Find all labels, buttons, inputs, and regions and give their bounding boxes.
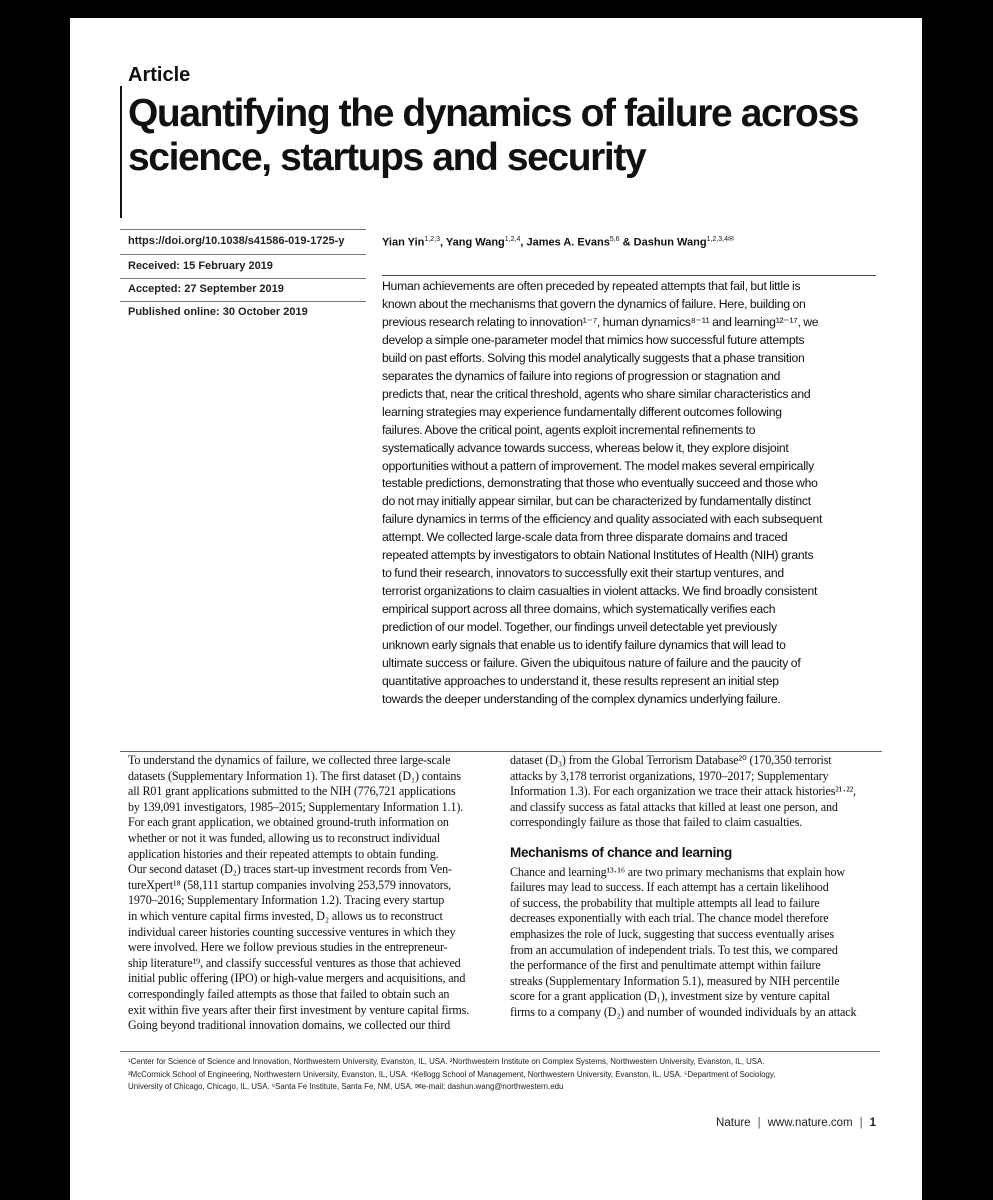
body-text-line: exit within five years after their first investment by venture capital firms.	[128, 1002, 470, 1017]
body-text-line: Going beyond traditional innovation domains, we collected our third	[128, 1018, 451, 1033]
title-line: Quantifying the dynamics of failure across	[128, 92, 859, 135]
abstract-line: build on past efforts. Solving this model analytically suggests that a phase transition	[382, 350, 805, 365]
body-column-left	[128, 753, 500, 1034]
abstract-line: quantitative approaches to understand it, these results represent an initial step	[382, 673, 779, 688]
author-affiliation: 1,2,4	[504, 236, 521, 243]
abstract-line: ultimate success or failure. Given the ubiquitous nature of failure and the paucity of	[382, 656, 801, 671]
abstract-line: learning strategies may experience fundamentally different outcomes following	[382, 404, 782, 419]
meta-divider	[120, 301, 366, 302]
abstract-line: attempt. We collected large-scale data from three disparate domains and traced	[382, 530, 788, 545]
body-text-line: initial public offering (IPO) or high-value mergers and acquisitions, and	[128, 971, 466, 986]
meta-divider	[120, 229, 366, 230]
page-footer: Nature | www.nature.com | 1	[716, 1117, 876, 1129]
body-text-line: from an accumulation of independent trials. To test this, we compared	[510, 942, 838, 957]
body-text-line: correspondingly failure as those that failed to claim casualties.	[510, 815, 803, 830]
footnote-line: University of Chicago, Chicago, IL, USA. ⁶Santa Fe Institute, Santa Fe, NM, USA. ✉e-mail: dashun.wang@northwestern.edu	[128, 1082, 564, 1091]
abstract-line: terrorist organizations to claim casualties in violent attacks. We find broadly consistent	[382, 584, 818, 599]
abstract-line: repeated attempts by investigators to obtain National Institutes of Health (NIH) grants	[382, 548, 814, 563]
footnote-line: ¹Center for Science of Science and Innovation, Northwestern University, Evanston, IL, USA. ²Northwestern Institute on Complex Systems, Northwestern University, Evanston, IL, USA.	[128, 1057, 765, 1066]
meta-divider	[120, 254, 366, 255]
article-title	[128, 92, 888, 180]
abstract-line: systematically advance towards success, whereas below it, they explore disjoint	[382, 440, 789, 455]
footnote-divider	[120, 1051, 880, 1052]
body-text-line: correspondingly failed attempts as those that failed to obtain such an	[128, 986, 450, 1001]
abstract-line: previous research relating to innovation¹⁻⁷, human dynamics⁸⁻¹¹ and learning¹²⁻¹⁷, we	[382, 314, 819, 329]
body-text-line: streaks (Supplementary Information 5.1), measured by NIH percentile	[510, 973, 840, 988]
affiliation-footnotes	[128, 1056, 888, 1094]
author-name[interactable]: Dashun Wang	[633, 236, 707, 249]
published-date: Published online: 30 October 2019	[128, 306, 308, 318]
body-text-line: Chance and learning¹³·¹⁶ are two primary mechanisms that explain how	[510, 864, 846, 879]
abstract-line: unknown early signals that enable us to identify failure dynamics that will lead to	[382, 638, 786, 653]
accepted-date: Accepted: 27 September 2019	[128, 283, 284, 295]
body-paragraph	[510, 865, 882, 1021]
author-name[interactable]: Yang Wang	[445, 236, 505, 249]
doi-link[interactable]: https://doi.org/10.1038/s41586-019-1725-y	[128, 235, 345, 247]
received-date: Received: 15 February 2019	[128, 260, 273, 272]
body-column-right	[510, 753, 882, 1021]
meta-divider	[120, 278, 366, 279]
body-text-line: For each grant application, we obtained ground-truth information on	[128, 815, 449, 830]
body-text-line: attacks by 3,178 terrorist organizations, 1970–2017; Supplementary	[510, 768, 829, 783]
body-text-line: datasets (Supplementary Information 1). The first dataset (D₁) contains	[128, 768, 461, 783]
body-text-line: all R01 grant applications submitted to the NIH (776,721 applications	[128, 784, 456, 799]
abstract-line: do not may initially appear similar, but can be characterized by fundamentally distinct	[382, 494, 811, 509]
footnote-line: ³McCormick School of Engineering, Northwestern University, Evanston, IL, USA. ⁴Kellogg School of Management, Northwestern University, Evanston, IL, USA. ⁵Department of Sociology,	[128, 1069, 776, 1079]
title-line: science, startups and security	[128, 136, 646, 179]
body-text-line: Information 1.3). For each organization we trace their attack histories²¹·²²,	[510, 784, 856, 799]
body-text-line: the performance of the first and penultimate attempt within failure	[510, 958, 821, 973]
journal-website-link[interactable]: www.nature.com	[767, 1117, 853, 1129]
abstract-line: known about the mechanisms that govern the dynamics of failure. Here, building on	[382, 296, 806, 311]
body-text-line: tureXpert¹⁸ (58,111 startup companies involving 253,579 innovators,	[128, 877, 452, 892]
body-text-line: To understand the dynamics of failure, we collected three large-scale	[128, 753, 451, 767]
abstract-line: Human achievements are often preceded by repeated attempts that fail, but little is	[382, 279, 801, 293]
abstract-line: separates the dynamics of failure into regions of progression or stagnation and	[382, 368, 781, 383]
abstract-line: testable predictions, demonstrating that those who eventually succeed and those who	[382, 476, 818, 491]
body-text-line: score for a grant application (D₁), investment size by venture capital	[510, 989, 830, 1004]
body-text-line: individual career histories counting successive ventures in which they	[128, 924, 456, 939]
abstract-line: opportunities without a pattern of improvement. The model makes several empirically	[382, 458, 814, 473]
body-text-line: of success, the probability that multiple attempts all lead to failure	[510, 895, 820, 910]
page-number: 1	[869, 1117, 876, 1129]
journal-name: Nature	[716, 1117, 751, 1129]
author-name[interactable]: Yian Yin	[382, 236, 425, 249]
abstract-line: towards the deeper understanding of the complex dynamics underlying failure.	[382, 691, 781, 706]
abstract-line: empirical support across all three domains, which systematically verifies each	[382, 602, 776, 617]
body-text-line: whether or not it was funded, allowing us to reconstruct individual	[128, 830, 441, 845]
abstract-line: predicts that, near the critical threshold, agents who share similar characteristics and	[382, 386, 811, 401]
author-divider	[382, 275, 876, 276]
author-name[interactable]: James A. Evans	[526, 236, 610, 249]
abstract-line: prediction of our model. Together, our findings unveil detectable yet previously	[382, 620, 777, 635]
author-affiliation: 1,2,3	[424, 236, 440, 243]
body-text-line: emphasizes the role of luck, suggesting that success eventually arises	[510, 926, 834, 941]
abstract	[382, 278, 888, 709]
body-text-line: failures may lead to success. If each attempt has a certain likelihood	[510, 880, 829, 895]
author-list: Yian Yin$^{1,2,3}$, Yang Wang$^{1,2,4}$, James A. Evans$^{5,6}$ & Dashun Wang$^{1,2,3,4✉}$	[382, 236, 734, 249]
body-text-line: application histories and their repeated attempts to obtain funding.	[128, 846, 439, 861]
body-text-line: and classify success as fatal attacks that killed at least one person, and	[510, 799, 838, 814]
body-text-line: firms to a company (D₂) and number of wounded individuals by an attack	[510, 1004, 857, 1019]
abstract-line: failure dynamics in terms of the efficiency and quality associated with each subsequent	[382, 512, 823, 527]
body-text-line: were involved. Here we follow previous studies in the entrepreneur-	[128, 940, 448, 955]
article-type-label: Article	[128, 64, 191, 86]
title-rule	[120, 86, 122, 218]
author-affiliation: 1,2,3,4✉	[706, 236, 734, 243]
abstract-line: to fund their research, innovators to successfully exit their startup ventures, and	[382, 566, 784, 581]
author-affiliation: 5,6	[609, 236, 620, 243]
abstract-line: failures. Above the critical point, agents exploit incremental refinements to	[382, 422, 756, 437]
article-page	[70, 18, 922, 1200]
body-text-line: in which venture capital firms invested, D₂ allows us to reconstruct	[128, 908, 443, 923]
abstract-line: develop a simple one-parameter model that mimics how successful future attempts	[382, 332, 805, 347]
body-text-line: decreases exponentially with each trial. The chance model therefore	[510, 911, 829, 926]
body-text-line: by 139,091 investigators, 1985–2015; Supplementary Information 1.1).	[128, 799, 464, 814]
body-text-line: 1970–2016; Supplementary Information 1.2). Tracing every startup	[128, 893, 445, 908]
section-heading: Mechanisms of chance and learning	[510, 844, 732, 860]
body-paragraph	[510, 753, 882, 831]
body-text-line: ship literature¹⁹, and classify successful ventures as those that achieved	[128, 955, 461, 970]
abstract-divider	[120, 751, 882, 752]
body-text-line: Our second dataset (D₂) traces start-up investment records from Ven-	[128, 862, 452, 877]
body-text-line: dataset (D₃) from the Global Terrorism Database²⁰ (170,350 terrorist	[510, 753, 832, 767]
